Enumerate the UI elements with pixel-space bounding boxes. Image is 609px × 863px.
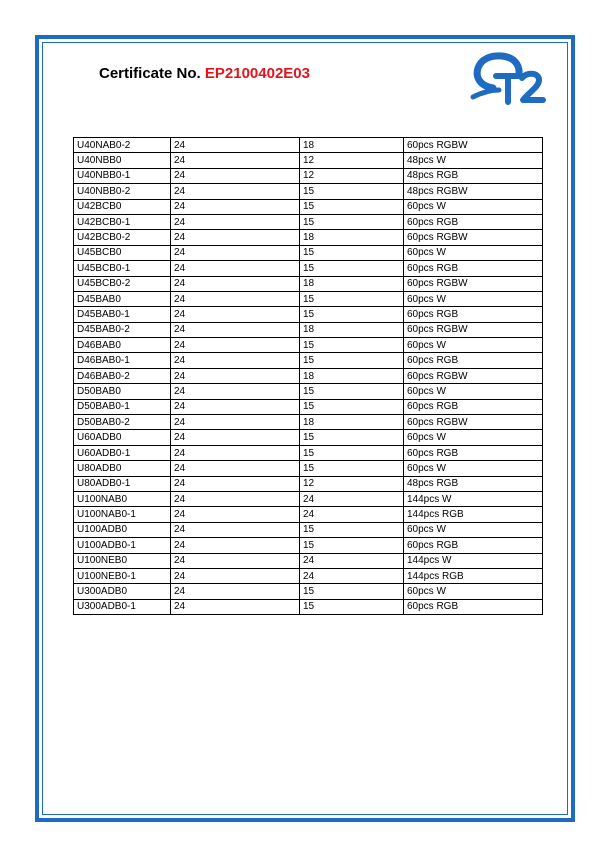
voltage-cell: 24 [171,476,300,491]
table-row [74,276,543,291]
power-cell: 12 [300,153,404,168]
led-count-cell: 60pcs RGB [404,445,543,460]
model-cell: D50BAB0 [74,384,171,399]
table-row [74,584,543,599]
power-cell: 15 [300,214,404,229]
led-count-cell: 60pcs RGB [404,399,543,414]
voltage-cell: 24 [171,522,300,537]
voltage-cell: 24 [171,599,300,614]
table-row [74,553,543,568]
led-count-cell: 60pcs RGBW [404,415,543,430]
table-row [74,522,543,537]
voltage-cell: 24 [171,168,300,183]
voltage-cell: 24 [171,291,300,306]
voltage-cell: 24 [171,461,300,476]
table-row [74,430,543,445]
power-cell: 15 [300,584,404,599]
model-cell: D50BAB0-1 [74,399,171,414]
led-count-cell: 60pcs RGB [404,307,543,322]
power-cell: 15 [300,338,404,353]
table-row [74,491,543,506]
model-cell: D45BAB0-1 [74,307,171,322]
led-count-cell: 60pcs RGB [404,599,543,614]
led-count-cell: 60pcs W [404,522,543,537]
voltage-cell: 24 [171,338,300,353]
model-cell: U100NEB0-1 [74,568,171,583]
power-cell: 18 [300,368,404,383]
table-row [74,214,543,229]
model-cell: D45BAB0 [74,291,171,306]
voltage-cell: 24 [171,245,300,260]
voltage-cell: 24 [171,538,300,553]
model-cell: U40NAB0-2 [74,138,171,153]
power-cell: 24 [300,507,404,522]
led-count-cell: 60pcs RGBW [404,230,543,245]
table-row [74,476,543,491]
led-count-cell: 60pcs W [404,430,543,445]
led-count-cell: 60pcs W [404,199,543,214]
model-cell: U42BCB0-1 [74,214,171,229]
led-count-cell: 60pcs RGBW [404,322,543,337]
led-count-cell: 60pcs RGBW [404,276,543,291]
voltage-cell: 24 [171,415,300,430]
voltage-cell: 24 [171,430,300,445]
led-count-cell: 60pcs W [404,245,543,260]
power-cell: 12 [300,476,404,491]
table-row [74,368,543,383]
table-row [74,461,543,476]
voltage-cell: 24 [171,507,300,522]
power-cell: 15 [300,184,404,199]
model-cell: U45BCB0-2 [74,276,171,291]
led-count-cell: 60pcs RGB [404,538,543,553]
voltage-cell: 24 [171,199,300,214]
model-cell: U100NAB0-1 [74,507,171,522]
voltage-cell: 24 [171,368,300,383]
model-cell: U45BCB0 [74,245,171,260]
model-cell: U100NAB0 [74,491,171,506]
led-count-cell: 60pcs W [404,338,543,353]
voltage-cell: 24 [171,384,300,399]
led-count-cell: 144pcs W [404,553,543,568]
certificate-title [99,65,310,82]
model-cell: U42BCB0 [74,199,171,214]
power-cell: 15 [300,353,404,368]
voltage-cell: 24 [171,553,300,568]
table-row [74,599,543,614]
model-cell: U40NBB0-1 [74,168,171,183]
voltage-cell: 24 [171,399,300,414]
table-row [74,230,543,245]
power-cell: 15 [300,199,404,214]
power-cell: 15 [300,261,404,276]
led-count-cell: 144pcs RGB [404,568,543,583]
led-count-cell: 60pcs RGB [404,261,543,276]
led-count-cell: 48pcs RGBW [404,184,543,199]
table-row [74,168,543,183]
power-cell: 18 [300,415,404,430]
model-cell: U40NBB0-2 [74,184,171,199]
qt2-logo-icon [469,52,547,108]
model-cell: U100NEB0 [74,553,171,568]
voltage-cell: 24 [171,230,300,245]
model-cell: U100ADB0-1 [74,538,171,553]
power-cell: 18 [300,230,404,245]
power-cell: 24 [300,553,404,568]
model-cell: U60ADB0-1 [74,445,171,460]
power-cell: 15 [300,430,404,445]
power-cell: 15 [300,245,404,260]
table-row [74,384,543,399]
model-cell: U80ADB0 [74,461,171,476]
table-row [74,353,543,368]
voltage-cell: 24 [171,214,300,229]
voltage-cell: 24 [171,138,300,153]
voltage-cell: 24 [171,568,300,583]
model-cell: U60ADB0 [74,430,171,445]
model-cell: U100ADB0 [74,522,171,537]
table-row [74,445,543,460]
led-count-cell: 144pcs RGB [404,507,543,522]
led-count-cell: 60pcs RGB [404,353,543,368]
table-row [74,245,543,260]
table-row [74,399,543,414]
table-row [74,322,543,337]
power-cell: 15 [300,461,404,476]
voltage-cell: 24 [171,584,300,599]
voltage-cell: 24 [171,276,300,291]
power-cell: 24 [300,491,404,506]
power-cell: 24 [300,568,404,583]
led-count-cell: 60pcs RGBW [404,368,543,383]
power-cell: 15 [300,307,404,322]
power-cell: 18 [300,322,404,337]
table-row [74,261,543,276]
model-cell: U45BCB0-1 [74,261,171,276]
model-cell: D46BAB0 [74,338,171,353]
power-cell: 15 [300,291,404,306]
voltage-cell: 24 [171,153,300,168]
power-cell: 15 [300,522,404,537]
model-cell: D50BAB0-2 [74,415,171,430]
power-cell: 18 [300,276,404,291]
model-cell: U300ADB0 [74,584,171,599]
led-count-cell: 60pcs W [404,384,543,399]
model-table [73,137,543,615]
led-count-cell: 60pcs RGBW [404,138,543,153]
voltage-cell: 24 [171,261,300,276]
power-cell: 15 [300,599,404,614]
certificate-label: Certificate No. [99,65,201,82]
power-cell: 15 [300,538,404,553]
led-count-cell: 48pcs RGB [404,476,543,491]
model-cell: D45BAB0-2 [74,322,171,337]
model-table-body [74,138,543,615]
table-row [74,568,543,583]
led-count-cell: 60pcs W [404,461,543,476]
model-cell: U300ADB0-1 [74,599,171,614]
certificate-number: EP2100402E03 [204,65,310,82]
led-count-cell: 60pcs W [404,291,543,306]
power-cell: 15 [300,445,404,460]
model-cell: U42BCB0-2 [74,230,171,245]
model-cell: U80ADB0-1 [74,476,171,491]
led-count-cell: 60pcs RGB [404,214,543,229]
led-count-cell: 144pcs W [404,491,543,506]
table-row [74,538,543,553]
voltage-cell: 24 [171,353,300,368]
model-cell: D46BAB0-2 [74,368,171,383]
table-row [74,507,543,522]
table-row [74,291,543,306]
power-cell: 15 [300,399,404,414]
led-count-cell: 48pcs RGB [404,168,543,183]
model-cell: U40NBB0 [74,153,171,168]
led-count-cell: 60pcs W [404,584,543,599]
table-row [74,184,543,199]
voltage-cell: 24 [171,307,300,322]
voltage-cell: 24 [171,184,300,199]
table-row [74,338,543,353]
power-cell: 15 [300,384,404,399]
table-row [74,307,543,322]
table-row [74,138,543,153]
voltage-cell: 24 [171,445,300,460]
table-row [74,199,543,214]
voltage-cell: 24 [171,491,300,506]
model-cell: D46BAB0-1 [74,353,171,368]
table-row [74,415,543,430]
power-cell: 12 [300,168,404,183]
led-count-cell: 48pcs W [404,153,543,168]
power-cell: 18 [300,138,404,153]
voltage-cell: 24 [171,322,300,337]
table-row [74,153,543,168]
